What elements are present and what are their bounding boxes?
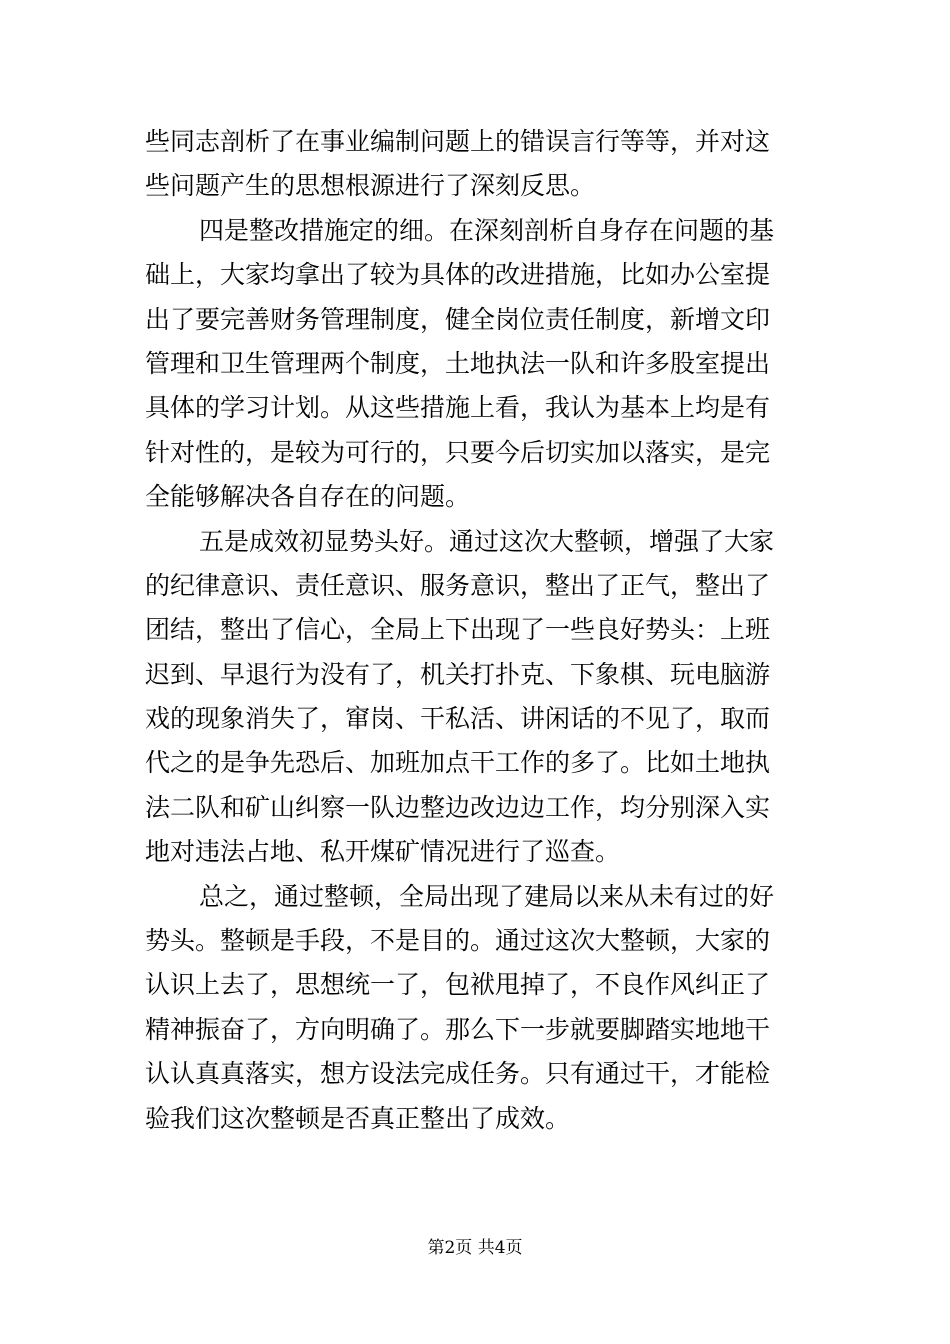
text-line: 些同志剖析了在事业编制问题上的错误言行等等，并对这	[145, 127, 771, 156]
text-line: 迟到、早退行为没有了，机关打扑克、下象棋、玩电脑游	[145, 659, 771, 689]
text-line: 针对性的，是较为可行的，只要今后切实加以落实，是完	[145, 437, 771, 467]
paragraph-start-line: 四是整改措施定的细。在深刻剖析自身存在问题的基	[199, 215, 775, 245]
page-footer	[0, 1236, 950, 1260]
paragraph-start-line: 五是成效初显势头好。通过这次大整顿，增强了大家	[199, 526, 775, 556]
text-line: 些问题产生的思想根源进行了深刻反思。	[145, 171, 596, 201]
text-line: 戏的现象消失了，窜岗、干私活、讲闲话的不见了，取而	[145, 704, 771, 734]
paragraph-start-line: 总之，通过整顿，全局出现了建局以来从未有过的好	[199, 881, 775, 911]
text-line: 的纪律意识、责任意识、服务意识，整出了正气，整出了	[145, 570, 771, 600]
text-line: 础上，大家均拿出了较为具体的改进措施，比如办公室提	[145, 260, 771, 290]
page-number-indicator: 第2页 共4页	[427, 1238, 523, 1258]
text-line: 全能够解决各自存在的问题。	[145, 482, 471, 512]
text-line: 出了要完善财务管理制度，健全岗位责任制度，新增文印	[145, 304, 771, 334]
text-line: 地对违法占地、私开煤矿情况进行了巡查。	[145, 837, 621, 867]
text-line: 代之的是争先恐后、加班加点干工作的多了。比如土地执	[145, 748, 771, 778]
text-line: 验我们这次整顿是否真正整出了成效。	[145, 1103, 571, 1133]
body-text	[145, 120, 810, 1141]
text-line: 管理和卫生管理两个制度，土地执法一队和许多股室提出	[145, 348, 771, 378]
text-line: 精神振奋了，方向明确了。那么下一步就要脚踏实地地干	[145, 1014, 771, 1044]
text-line: 法二队和矿山纠察一队边整边改边边工作，均分别深入实	[145, 792, 771, 822]
text-line: 认认真真落实，想方设法完成任务。只有通过干，才能检	[145, 1059, 771, 1089]
text-line: 势头。整顿是手段，不是目的。通过这次大整顿，大家的	[145, 926, 771, 956]
text-line: 具体的学习计划。从这些措施上看，我认为基本上均是有	[145, 393, 771, 423]
text-line: 团结，整出了信心，全局上下出现了一些良好势头：上班	[145, 615, 771, 645]
text-line: 认识上去了，思想统一了，包袱甩掉了，不良作风纠正了	[145, 970, 771, 1000]
